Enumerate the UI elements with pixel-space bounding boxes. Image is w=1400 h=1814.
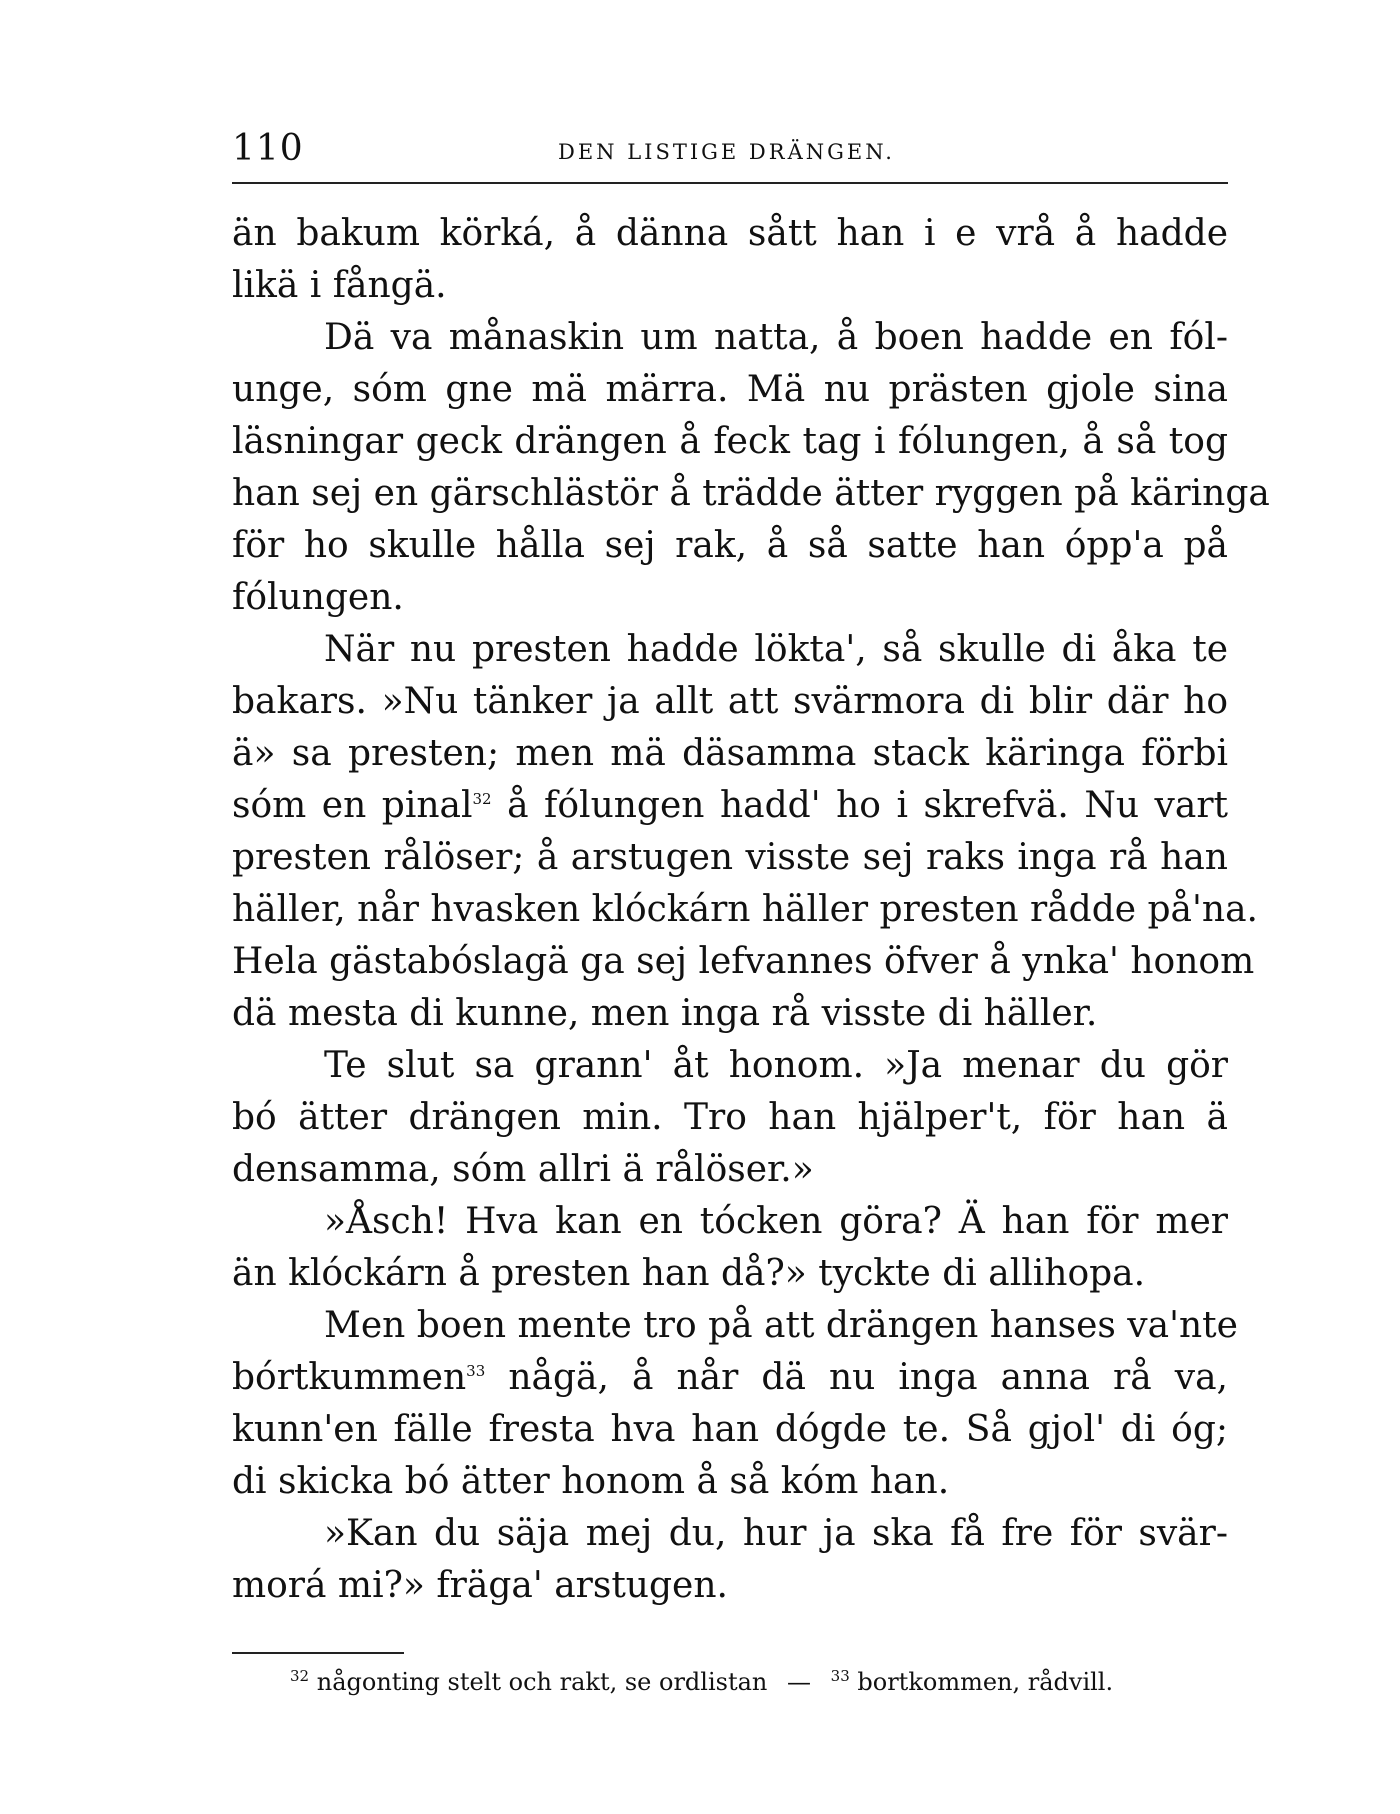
text-line: fólungen. — [232, 577, 404, 618]
text-line: bó ätter drängen min. Tro han hjälper't, för han ä — [232, 1097, 1228, 1138]
text-line: dä mesta di kunne, men inga rå visste di häller. — [232, 993, 1098, 1034]
paragraph-start-line: Te slut sa grann' åt honom. »Ja menar du gör — [324, 1045, 1228, 1086]
text-line: för ho skulle hålla sej rak, å så satte han ópp'a på — [232, 525, 1228, 566]
text-line: ä» sa presten; men mä däsamma stack käringa förbi — [232, 733, 1228, 774]
paragraph-start-line: När nu presten hadde lökta', så skulle di åka te — [324, 629, 1228, 670]
footnote-rule — [232, 1652, 404, 1654]
line-text: sóm en pinal — [232, 785, 473, 826]
paragraph-start-line: »Kan du säja mej du, hur ja ska få fre för svär- — [324, 1513, 1228, 1554]
text-line: unge, sóm gne mä märra. Mä nu prästen gjole sina — [232, 369, 1228, 410]
running-title: DEN LISTIGE DRÄNGEN. — [558, 140, 895, 164]
footnote-reference-33: 33 — [466, 1362, 486, 1380]
text-line: kunn'en fälle fresta hva han dógde te. Så gjol' di óg; — [232, 1409, 1228, 1450]
footnote-mark-32: 32 — [290, 1667, 310, 1685]
text-line: än bakum körká, å dänna sått han i e vrå å hadde — [232, 213, 1228, 254]
text-line: densamma, sóm allri ä rålöser.» — [232, 1149, 814, 1190]
header-rule — [232, 182, 1228, 184]
line-text: någä, å når dä nu inga anna rå va, — [485, 1357, 1228, 1398]
paragraph-start-line: »Åsch! Hva kan en tócken göra? Ä han för mer — [324, 1201, 1228, 1242]
line-text: å fólungen hadd' ho i skrefvä. Nu vart — [491, 785, 1228, 826]
text-line: morá mi?» fräga' arstugen. — [232, 1565, 728, 1606]
footnotes — [290, 1664, 1113, 1700]
footnote-mark-33: 33 — [830, 1667, 850, 1685]
text-line — [232, 780, 1228, 832]
page-number: 110 — [232, 128, 304, 169]
paragraph-start-line: Men boen mente tro på att drängen hanses va'nte — [324, 1305, 1238, 1346]
text-line: läsningar geck drängen å feck tag i fólungen, å så tog — [232, 421, 1228, 462]
footnote-text-33: bortkommen, rådvill. — [857, 1668, 1114, 1696]
page-header — [232, 128, 1228, 178]
text-line: han sej en gärschlästör å trädde ätter ryggen på käringa — [232, 473, 1270, 514]
footnote-separator: — — [787, 1668, 812, 1696]
text-line: Hela gästabóslagä ga sej lefvannes öfver å ynka' honom — [232, 941, 1255, 982]
footnote-reference-32: 32 — [472, 790, 492, 808]
text-line: än klóckárn å presten han då?» tyckte di allihopa. — [232, 1253, 1146, 1294]
footnote-text-32: någonting stelt och rakt, se ordlistan — [316, 1668, 768, 1696]
text-line — [232, 1352, 1228, 1404]
body-text — [232, 208, 1270, 1612]
text-line: häller, når hvasken klóckárn häller presten rådde på'na. — [232, 889, 1258, 930]
text-line: bakars. »Nu tänker ja allt att svärmora di blir där ho — [232, 681, 1228, 722]
text-line: presten rålöser; å arstugen visste sej raks inga rå han — [232, 837, 1228, 878]
line-text: bórtkummen — [232, 1357, 467, 1398]
text-line: likä i fångä. — [232, 265, 447, 306]
paragraph-start-line: Dä va månaskin um natta, å boen hadde en fól- — [324, 317, 1228, 358]
text-line: di skicka bó ätter honom å så kóm han. — [232, 1461, 950, 1502]
